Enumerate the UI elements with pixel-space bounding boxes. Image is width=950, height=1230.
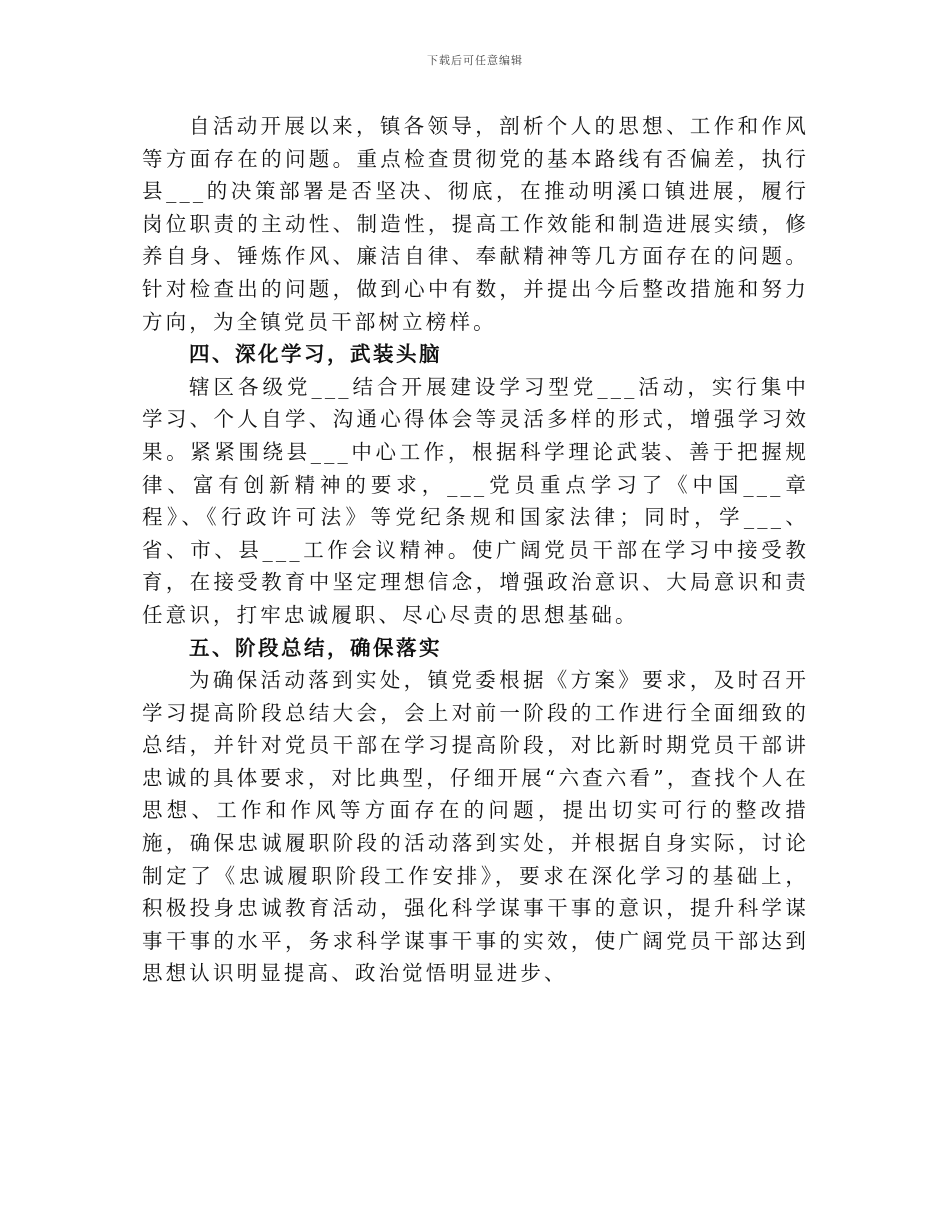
section-heading: 五、阶段总结，确保落实 <box>189 635 442 660</box>
page-header: 下载后可任意编辑 <box>427 54 523 67</box>
body-paragraph: 自活动开展以来，镇各领导，剖析个人的思想、工作和作风等方面存在的问题。重点检查贯彻党的基本路线有否偏差，执行县___的决策部署是否坚决、彻底，在推动明溪口镇进展，履行岗位职责的主动性、制造性，提高工作效能和制造进展实绩，修养自身、锤炼作风、廉洁自律、奉献精神等几方面存在的问题。针对检查出的问题，做到心中有数，并提出今后整改措施和努力方向，为全镇党员干部树立榜样。 <box>142 114 809 334</box>
document-body <box>142 110 809 990</box>
section-heading: 四、深化学习，武装头脑 <box>189 342 442 367</box>
body-paragraph: 为确保活动落到实处，镇党委根据《方案》要求，及时召开学习提高阶段总结大会，会上对前一阶段的工作进行全面细致的总结，并针对党员干部在学习提高阶段，对比新时期党员干部讲忠诚的具体要求，对比典型，仔细开展“六查六看”，查找个人在思想、工作和作风等方面存在的问题，提出切实可行的整改措施，确保忠诚履职阶段的活动落到实处，并根据自身实际，讨论制定了《忠诚履职阶段工作安排》，要求在深化学习的基础上，积极投身忠诚教育活动，强化科学谋事干事的意识，提升科学谋事干事的水平，务求科学谋事干事的实效，使广阔党员干部达到思想认识明显提高、政治觉悟明显进步、 <box>142 668 809 986</box>
body-paragraph: 辖区各级党___结合开展建设学习型党___活动，实行集中学习、个人自学、沟通心得体会等灵活多样的形式，增强学习效果。紧紧围绕县___中心工作，根据科学理论武装、善于把握规律、富有创新精神的要求，___党员重点学习了《中国___章程》、《行政许可法》等党纪条规和国家法律；同时，学___、省、市、县___工作会议精神。使广阔党员干部在学习中接受教育，在接受教育中坚定理想信念，增强政治意识、大局意识和责任意识，打牢忠诚履职、尽心尽责的思想基础。 <box>142 374 809 627</box>
